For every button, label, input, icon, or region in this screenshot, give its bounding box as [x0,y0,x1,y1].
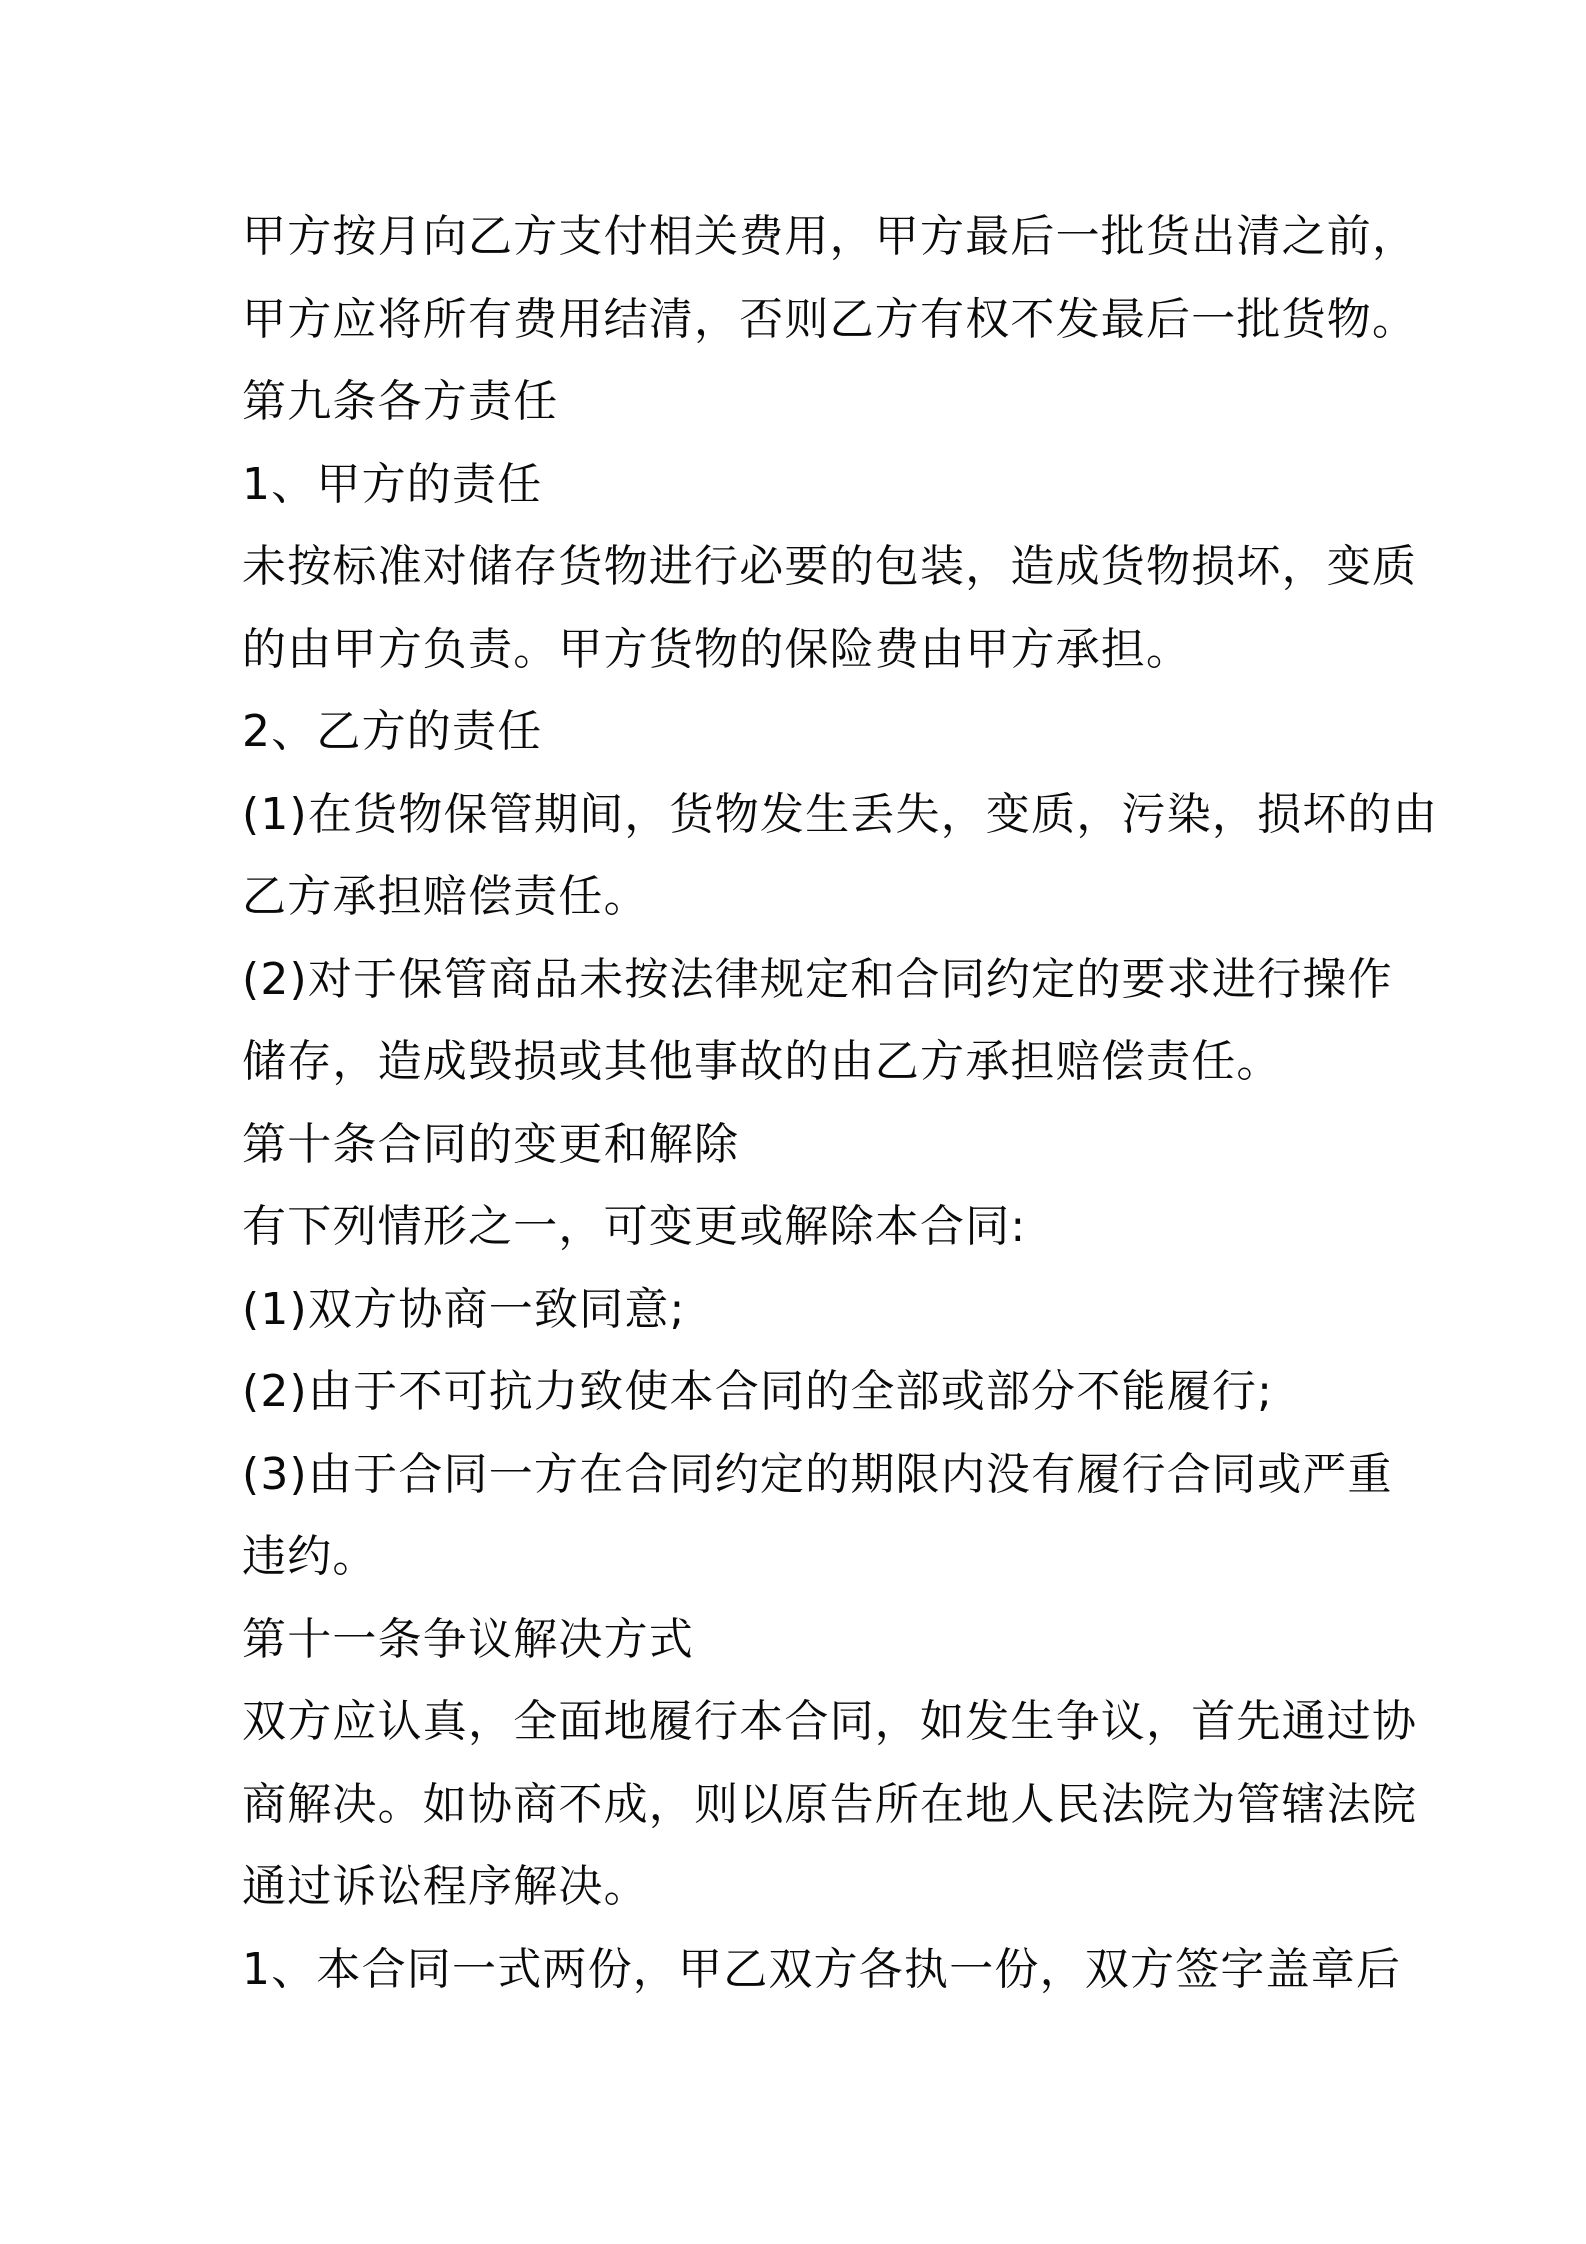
subsection-heading: 1、甲方的责任 [242,458,543,510]
paragraph-line: 有下列情形之一，可变更或解除本合同: [242,1201,1027,1252]
paragraph-line: 乙方承担赔偿责任。 [242,871,649,922]
paragraph-line: 的由甲方负责。甲方货物的保险费由甲方承担。 [242,623,1192,675]
paragraph-line: 商解决。如协商不成，则以原告所在地人民法院为管辖法院 [242,1778,1418,1830]
list-item: (3)由于合同一方在合同约定的期限内没有履行合同或严重 [242,1448,1393,1500]
section-heading: 第九条各方责任 [242,376,559,427]
list-item: 违约。 [242,1531,378,1582]
section-heading: 第十一条争议解决方式 [242,1613,694,1665]
paragraph-line: 甲方按月向乙方支付相关费用，甲方最后一批货出清之前， [242,211,1418,262]
section-heading: 第十条合同的变更和解除 [242,1118,740,1170]
paragraph-line: 1、本合同一式两份，甲乙双方各执一份，双方签字盖章后 [242,1943,1402,1995]
paragraph-line: 双方应认真，全面地履行本合同，如发生争议，首先通过协 [242,1696,1418,1747]
list-item: (2)由于不可抗力致使本合同的全部或部分不能履行; [242,1366,1274,1417]
paragraph-line: (2)对于保管商品未按法律规定和合同约定的要求进行操作 [242,953,1393,1005]
list-item: (1)双方协商一致同意; [242,1283,686,1335]
paragraph-line: (1)在货物保管期间，货物发生丢失，变质，污染，损坏的由 [242,788,1438,840]
paragraph-line: 通过诉讼程序解决。 [242,1861,649,1912]
document-body [242,196,1438,2011]
paragraph-line: 储存，造成毁损或其他事故的由乙方承担赔偿责任。 [242,1036,1282,1087]
paragraph-line: 未按标准对储存货物进行必要的包装，造成货物损坏，变质 [242,541,1418,592]
subsection-heading: 2、乙方的责任 [242,706,543,757]
paragraph-line: 甲方应将所有费用结清，否则乙方有权不发最后一批货物。 [242,293,1418,345]
